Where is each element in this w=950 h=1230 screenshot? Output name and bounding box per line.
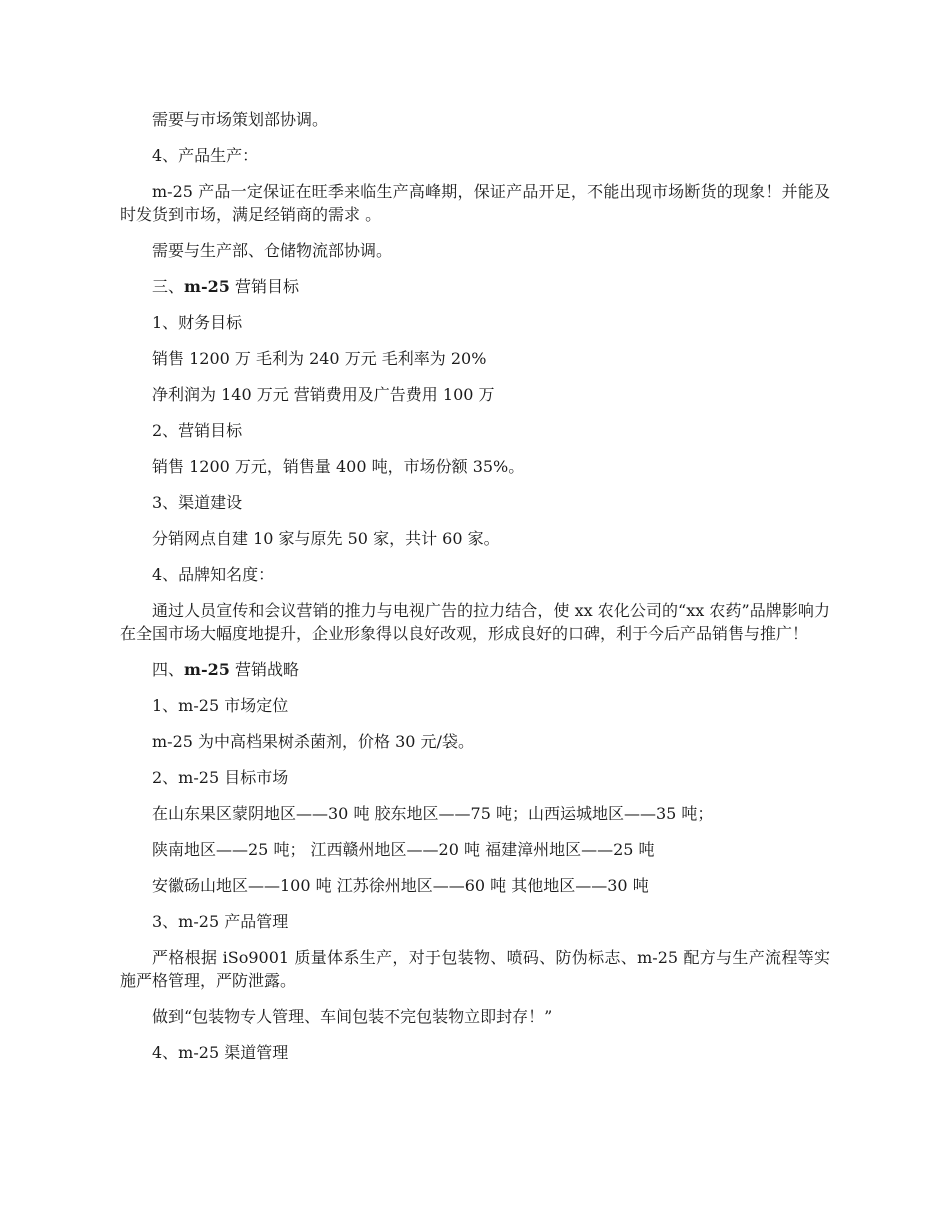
heading-product-production: 4、产品生产： bbox=[152, 146, 259, 165]
document-body bbox=[120, 108, 830, 1077]
paragraph-coordinate-production: 需要与生产部、仓储物流部协调。 bbox=[152, 241, 393, 260]
paragraph-coordinate-marketing: 需要与市场策划部协调。 bbox=[152, 110, 329, 129]
paragraph-target-regions-2: 陕南地区——25 吨； 江西赣州地区——20 吨 福建漳州地区——25 吨 bbox=[152, 840, 655, 859]
section-heading-marketing-goals: 三、m-25 营销目标 bbox=[152, 277, 299, 296]
paragraph-packaging-rule: 做到“包装物专人管理、车间包装不完包装物立即封存！” bbox=[152, 1007, 553, 1026]
product-code-bold: m-25 bbox=[184, 277, 230, 296]
heading-channel-management: 4、m-25 渠道管理 bbox=[152, 1043, 289, 1062]
heading-target-market: 2、m-25 目标市场 bbox=[152, 768, 289, 787]
heading-market-positioning: 1、m-25 市场定位 bbox=[152, 696, 289, 715]
paragraph-brand-influence: 通过人员宣传和会议营销的推力与电视广告的拉力结合，使 xx 农化公司的“xx 农药”品牌影响力在全国市场大幅度地提升，企业形象得以良好改观，形成良好的口碑，利于今后产品销售与推广！ bbox=[120, 601, 830, 643]
paragraph-sales-volume-share: 销售 1200 万元，销售量 400 吨，市场份额 35%。 bbox=[152, 457, 525, 476]
heading-product-management: 3、m-25 产品管理 bbox=[152, 912, 289, 931]
paragraph-target-regions-3: 安徽砀山地区——100 吨 江苏徐州地区——60 吨 其他地区——30 吨 bbox=[152, 876, 649, 895]
section-heading-marketing-strategy: 四、m-25 营销战略 bbox=[152, 660, 299, 679]
paragraph-net-profit: 净利润为 140 万元 营销费用及广告费用 100 万 bbox=[152, 385, 495, 404]
paragraph-sales-gross-profit: 销售 1200 万 毛利为 240 万元 毛利率为 20% bbox=[152, 349, 487, 368]
paragraph-distribution-points: 分销网点自建 10 家与原先 50 家，共计 60 家。 bbox=[152, 529, 500, 548]
paragraph-target-regions-1: 在山东果区蒙阴地区——30 吨 胶东地区——75 吨；山西运城地区——35 吨； bbox=[152, 804, 714, 823]
paragraph-positioning-price: m-25 为中高档果树杀菌剂，价格 30 元/袋。 bbox=[152, 732, 474, 751]
heading-channel-building: 3、渠道建设 bbox=[152, 493, 243, 512]
product-code-bold: m-25 bbox=[184, 660, 230, 679]
heading-financial-goals: 1、财务目标 bbox=[152, 313, 243, 332]
heading-marketing-goals: 2、营销目标 bbox=[152, 421, 243, 440]
paragraph-quality-management: 严格根据 iSo9001 质量体系生产，对于包装物、喷码、防伪标志、m-25 配方与生产流程等实施严格管理，严防泄露。 bbox=[120, 948, 830, 990]
paragraph-production-peak: m-25 产品一定保证在旺季来临生产高峰期，保证产品开足，不能出现市场断货的现象！并能及时发货到市场，满足经销商的需求 。 bbox=[120, 182, 830, 224]
heading-brand-awareness: 4、品牌知名度： bbox=[152, 565, 275, 584]
